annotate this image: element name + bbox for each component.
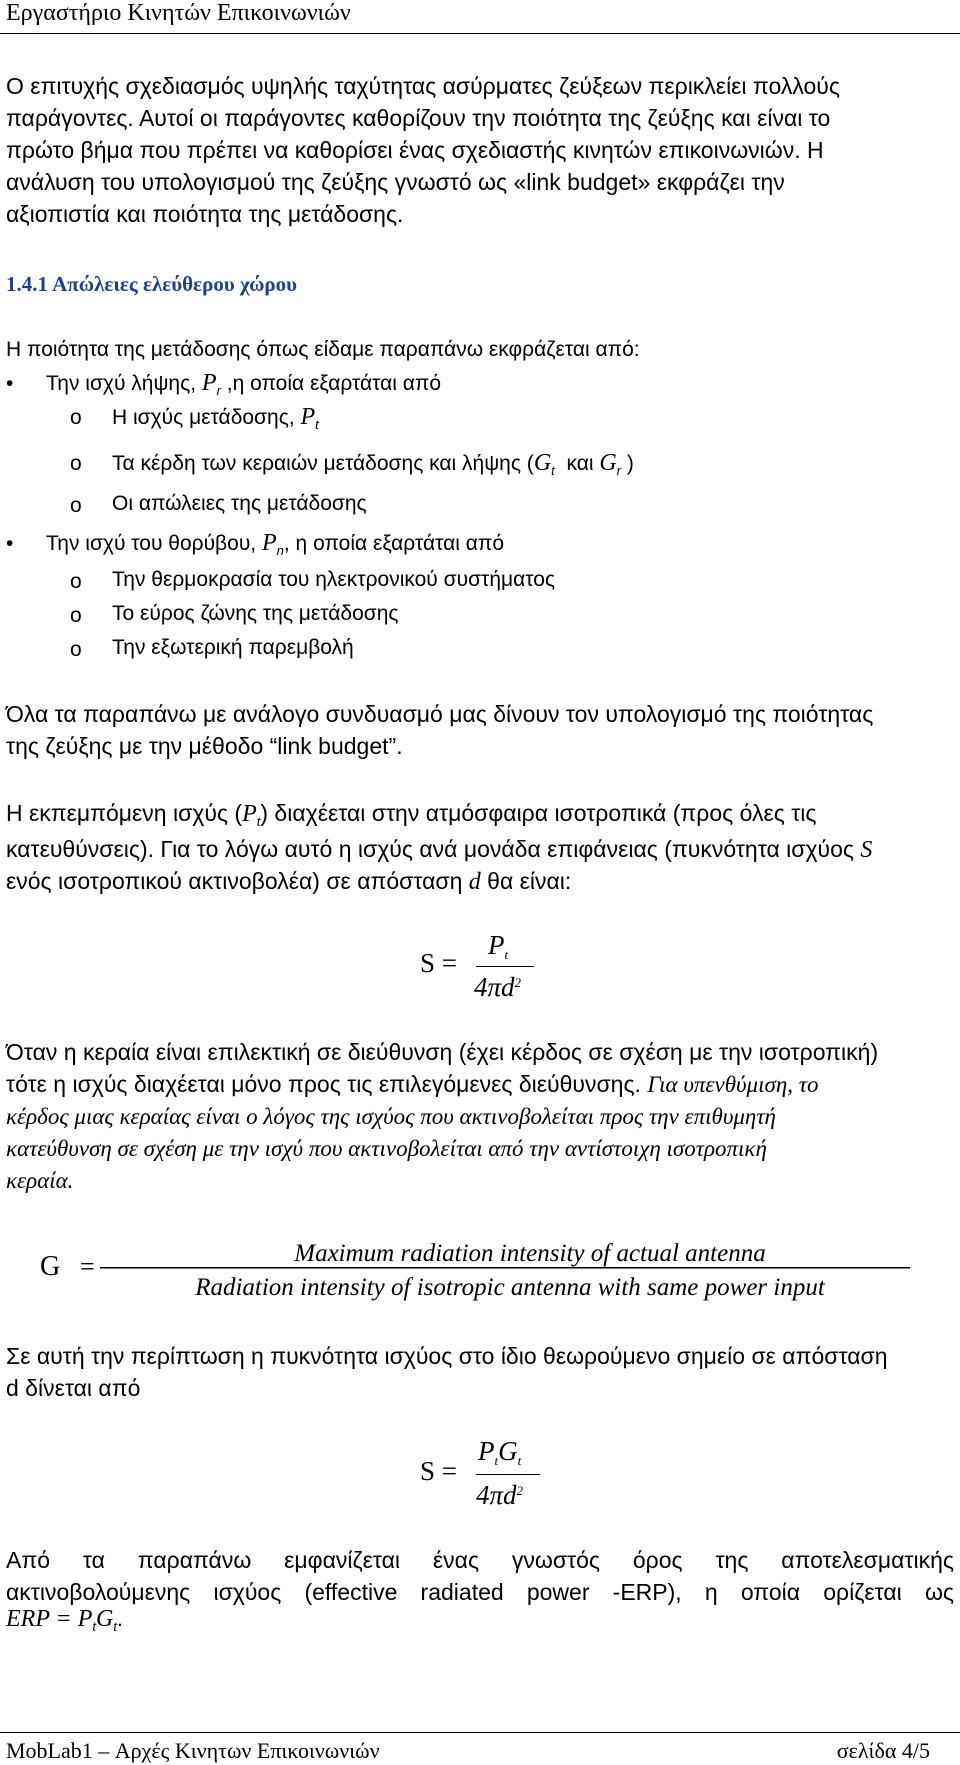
bullet-text-post: , η οποία εξαρτάται από [283, 532, 505, 555]
formula1-fraction-bar [476, 966, 534, 967]
case-line-1: Σε αυτή την περίπτωση η πυκνότητα ισχύος στο ίδιο θεωρούμενο σημείο σε απόσταση [6, 1343, 888, 1369]
intro-line-4: ανάλυση του υπολογισμού της ζεύξης γνωστό ως «link budget» εκφράζει την [6, 169, 785, 195]
gain-lhs: G [40, 1251, 61, 1282]
erp-line-1: Από τα παραπάνω εμφανίζεται ένας γνωστός όρος της αποτελεσματικής [6, 1547, 954, 1573]
intro-line-5: αξιοπιστία και ποιότητα της μετάδοσης. [6, 201, 404, 227]
erp-period: . [117, 1608, 123, 1631]
formula1-numerator [488, 930, 508, 963]
sub-t: t [504, 947, 509, 962]
sub-t: t [256, 814, 261, 829]
sub-item-bandwidth: Το εύρος ζώνης της μετάδοσης [112, 602, 399, 625]
directive-line-4: κατεύθυνση σε σχέση με την ισχύ που ακτινοβολείται από την αντίστοιχη ισοτροπική [6, 1136, 767, 1161]
intro-line-1: Ο επιτυχής σχεδιασμός υψηλής ταχύτητας ασύρματες ζεύξεων περικλείει πολλούς [6, 73, 840, 99]
gain-definition-formula [40, 1233, 910, 1303]
directive-line-3: κέρδος μιας κεραίας είναι ο λόγος της ισχύος που ακτινοβολείται προς την επιθυμητή [6, 1104, 776, 1129]
den-sup: 2 [516, 1483, 524, 1498]
sub-marker: o [70, 452, 82, 475]
iso-text: κατευθύνσεις). Για το λόγω αυτό η ισχύς ανά μονάδα επιφάνειας (πυκνότητα ισχύος [6, 836, 854, 862]
sub-r: r [616, 463, 622, 478]
directive-text: τότε η ισχύς διαχέεται μόνο προς τις επιλεγόμενες διεύθυνσης. [6, 1071, 641, 1097]
sub-t: t [517, 1453, 522, 1468]
formula2-denominator [476, 1480, 523, 1511]
sub-item-interference: Την εξωτερική παρεμβολή [112, 636, 354, 659]
var-P: P [201, 370, 217, 396]
var-P: P [261, 530, 277, 556]
gain-denominator: Radiation intensity of isotropic antenna with same power input [195, 1274, 825, 1301]
directive-italic-text: Για υπενθύμιση, το [647, 1072, 819, 1097]
den-text: 4πd [476, 1480, 517, 1510]
den-text: 4πd [474, 972, 515, 1002]
var-G: G [498, 1436, 518, 1466]
sub-item-text: Η ισχύς μετάδοσης, [112, 406, 295, 429]
close-paren: ) [626, 452, 634, 475]
directive-line-2 [6, 1068, 954, 1101]
erp-line-2: ακτινοβολούμενης ισχύος (effective radiated power -ERP), η οποία ορίζεται ως [6, 1579, 954, 1605]
directive-line-5: κεραία. [6, 1168, 74, 1193]
sub-marker: o [70, 406, 82, 429]
sub-t: t [551, 463, 555, 478]
formula1-denominator [474, 972, 521, 1003]
footer-divider [0, 1732, 960, 1733]
sub-n: n [276, 543, 284, 558]
footer-course-title: MobLab1 – Αρχές Κινητων Επικοινωνιών [6, 1738, 380, 1763]
gain-fraction-bar [100, 1267, 910, 1269]
formula2-fraction-bar [476, 1474, 540, 1475]
iso-line-2 [6, 836, 872, 864]
bullet-text: Την ισχύ του θορύβου, [46, 532, 257, 555]
erp-expression: ERP = P [6, 1606, 93, 1632]
erp-line-3 [6, 1606, 123, 1634]
bullet-text-post: ,η οποία εξαρτάται από [226, 372, 442, 395]
var-P: P [478, 1436, 495, 1466]
sub-item-text: Τα κέρδη των κεραιών μετάδοσης και λήψης ( [112, 452, 534, 475]
iso-line-3 [6, 868, 571, 896]
var-P: P [488, 930, 505, 960]
iso-text: ενός ισοτροπικού ακτινοβολέα) σε απόσταση [6, 868, 463, 894]
sub-marker: o [70, 570, 82, 593]
and-text: και [566, 452, 594, 475]
iso-text: Η εκπεμπόμενη ισχύς ( [6, 800, 243, 826]
var-G: G [599, 450, 617, 476]
sub-item-temperature: Την θερμοκρασία του ηλεκτρονικού συστήματος [112, 568, 556, 591]
sub-item-transmit-power [112, 404, 319, 432]
gain-eq: = [80, 1252, 95, 1281]
section-heading: 1.4.1 Απώλειες ελεύθερου χώρου [6, 272, 298, 296]
iso-line-1 [6, 800, 954, 829]
intro-line-3: πρώτο βήμα που πρέπει να καθορίσει ένας σχεδιαστής κινητών επικοινωνιών. Η [6, 137, 824, 163]
page-header-title: Εργαστήριο Κινητών Επικοινωνιών [6, 0, 351, 26]
formula1-lhs: S = [420, 948, 457, 978]
den-sup: 2 [514, 975, 522, 990]
iso-text-post: θα είναι: [487, 868, 572, 894]
var-S: S [860, 837, 873, 863]
sub-r: r [216, 383, 221, 398]
case-line-2: d δίνεται από [6, 1375, 141, 1401]
summary-line-1: Όλα τα παραπάνω με ανάλογο συνδυασμό μας δίνουν τον υπολογισμό της ποιότητας [6, 701, 874, 727]
iso-text-post: ) διαχέεται στην ατμόσφαιρα ισοτροπικά (προς όλες τις [260, 800, 817, 826]
formula2-numerator [478, 1436, 521, 1469]
gain-numerator: Maximum radiation intensity of actual antenna [294, 1240, 766, 1267]
summary-line-2: της ζεύξης με την μέθοδο “link budget”. [6, 733, 403, 759]
var-d: d [468, 869, 481, 895]
directive-line-1: Όταν η κεραία είναι επιλεκτική σε διεύθυνση (έχει κέρδος σε σχέση με την ισοτροπική) [6, 1039, 879, 1065]
sub-t: t [494, 1453, 499, 1468]
sub-t: t [113, 1619, 117, 1634]
footer-page-number: σελίδα 4/5 [836, 1738, 930, 1763]
sub-t: t [92, 1619, 97, 1634]
bullet-marker: • [6, 372, 14, 395]
sub-marker: o [70, 638, 82, 661]
bullet-received-power [46, 370, 441, 398]
bullet-text: Την ισχύ λήψης, [46, 372, 197, 395]
quality-lead: Η ποιότητα της μετάδοσης όπως είδαμε παραπάνω εκφράζεται από: [6, 338, 640, 361]
sub-marker: o [70, 494, 82, 517]
sub-item-losses: Οι απώλειες της μετάδοσης [112, 492, 367, 515]
sub-marker: o [70, 604, 82, 627]
var-G: G [533, 450, 552, 476]
sub-t: t [315, 417, 319, 432]
var-P: P [242, 801, 257, 827]
var-G: G [96, 1606, 114, 1632]
var-P: P [300, 404, 316, 430]
intro-line-2: παράγοντες. Αυτοί οι παράγοντες καθορίζουν την ποιότητα της ζεύξης και είναι το [6, 105, 831, 131]
bullet-noise-power [46, 530, 504, 558]
sub-item-antenna-gains [112, 450, 634, 478]
bullet-marker: • [6, 532, 14, 555]
formula2-lhs: S = [420, 1456, 457, 1486]
header-divider [0, 33, 960, 34]
